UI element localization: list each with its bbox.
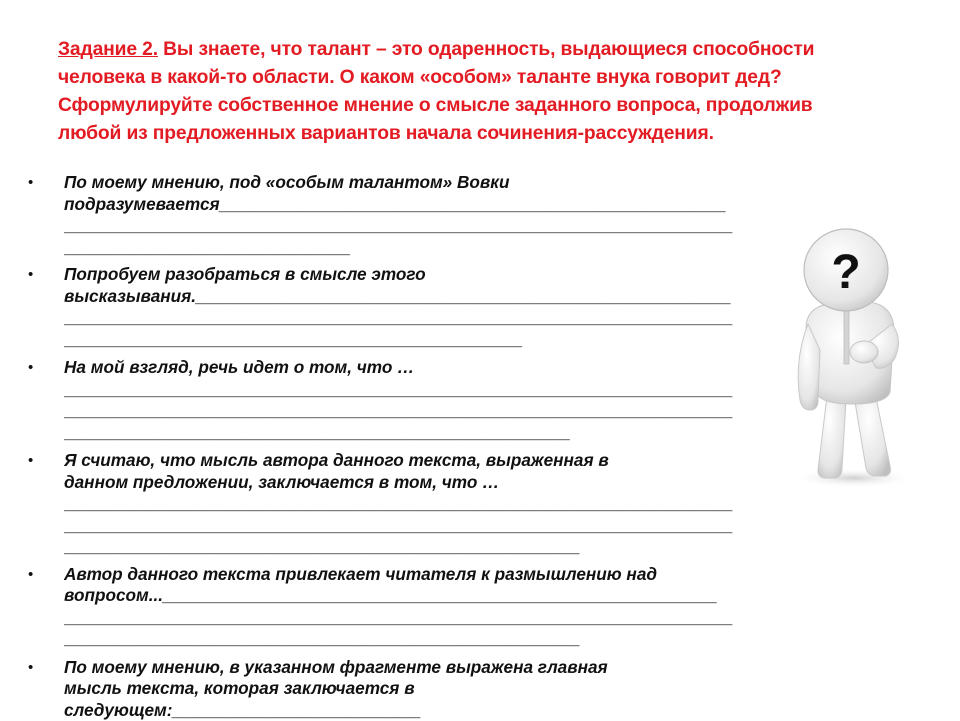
figure-shadow — [792, 468, 916, 488]
answer-blank[interactable]: ______________________________ — [64, 237, 768, 259]
answer-blank[interactable]: _____________________________________________________ — [64, 422, 768, 444]
answer-blank[interactable]: ______________________________________________________________________ — [64, 379, 768, 401]
question-mark-icon: ? — [831, 246, 860, 299]
task-line-1-text: Вы знаете, что талант – это одаренность, выдающиеся способности — [158, 39, 814, 60]
item-line: мысль текста, которая заключается в — [64, 678, 768, 700]
task-line-2: человека в какой-то области. О каком «особом» таланте внука говорит дед? — [58, 64, 918, 92]
answer-blank[interactable]: подразумевается_____________________________________________________ — [64, 194, 768, 216]
task-line-3: Сформулируйте собственное мнение о смысле заданного вопроса, продолжив — [58, 92, 918, 120]
essay-starter-item — [28, 357, 768, 443]
item-line: данном предложении, заключается в том, что … — [64, 472, 768, 494]
answer-blank[interactable]: ______________________________________________________ — [64, 628, 768, 650]
essay-starter-item — [28, 450, 768, 558]
answer-blank[interactable]: вопросом...__________________________________________________________ — [64, 585, 768, 607]
answer-blank[interactable]: ______________________________________________________ — [64, 536, 768, 558]
answer-blank[interactable]: ________________________________________________ — [64, 329, 768, 351]
bullet-icon: • — [28, 264, 33, 286]
item-line: По моему мнению, под «особым талантом» Вовки — [64, 172, 768, 194]
essay-starters-list — [28, 172, 768, 721]
bullet-icon: • — [28, 172, 33, 194]
answer-blank[interactable]: ______________________________________________________________________ — [64, 307, 768, 329]
task-line-1 — [58, 36, 918, 64]
answer-blank[interactable]: ______________________________________________________________________ — [64, 515, 768, 537]
essay-starter-item — [28, 264, 768, 350]
item-line: По моему мнению, в указанном фрагменте выражена главная — [64, 657, 768, 679]
person-with-question-sign-icon — [776, 220, 926, 490]
item-line: На мой взгляд, речь идет о том, что … — [64, 357, 768, 379]
answer-blank[interactable]: ______________________________________________________________________ — [64, 400, 768, 422]
answer-blank[interactable]: высказывания.________________________________________________________ — [64, 286, 768, 308]
answer-blank[interactable]: следующем:__________________________ — [64, 700, 768, 721]
task-statement — [58, 36, 918, 148]
answer-blank[interactable]: ______________________________________________________________________ — [64, 607, 768, 629]
bullet-icon: • — [28, 357, 33, 379]
bullet-icon: • — [28, 564, 33, 586]
essay-starter-item — [28, 564, 768, 650]
item-line: Автор данного текста привлекает читателя к размышлению над — [64, 564, 768, 586]
answer-blank[interactable]: ______________________________________________________________________ — [64, 215, 768, 237]
bullet-icon: • — [28, 657, 33, 679]
figure-right-hand — [850, 341, 878, 363]
bullet-icon: • — [28, 450, 33, 472]
answer-blank[interactable]: ______________________________________________________________________ — [64, 493, 768, 515]
item-line: Попробуем разобраться в смысле этого — [64, 264, 768, 286]
task-line-4: любой из предложенных вариантов начала сочинения-рассуждения. — [58, 120, 918, 148]
item-line: Я считаю, что мысль автора данного текста, выраженная в — [64, 450, 768, 472]
essay-starter-item — [28, 657, 768, 721]
task-label: Задание 2. — [58, 39, 158, 60]
essay-starter-item — [28, 172, 768, 258]
